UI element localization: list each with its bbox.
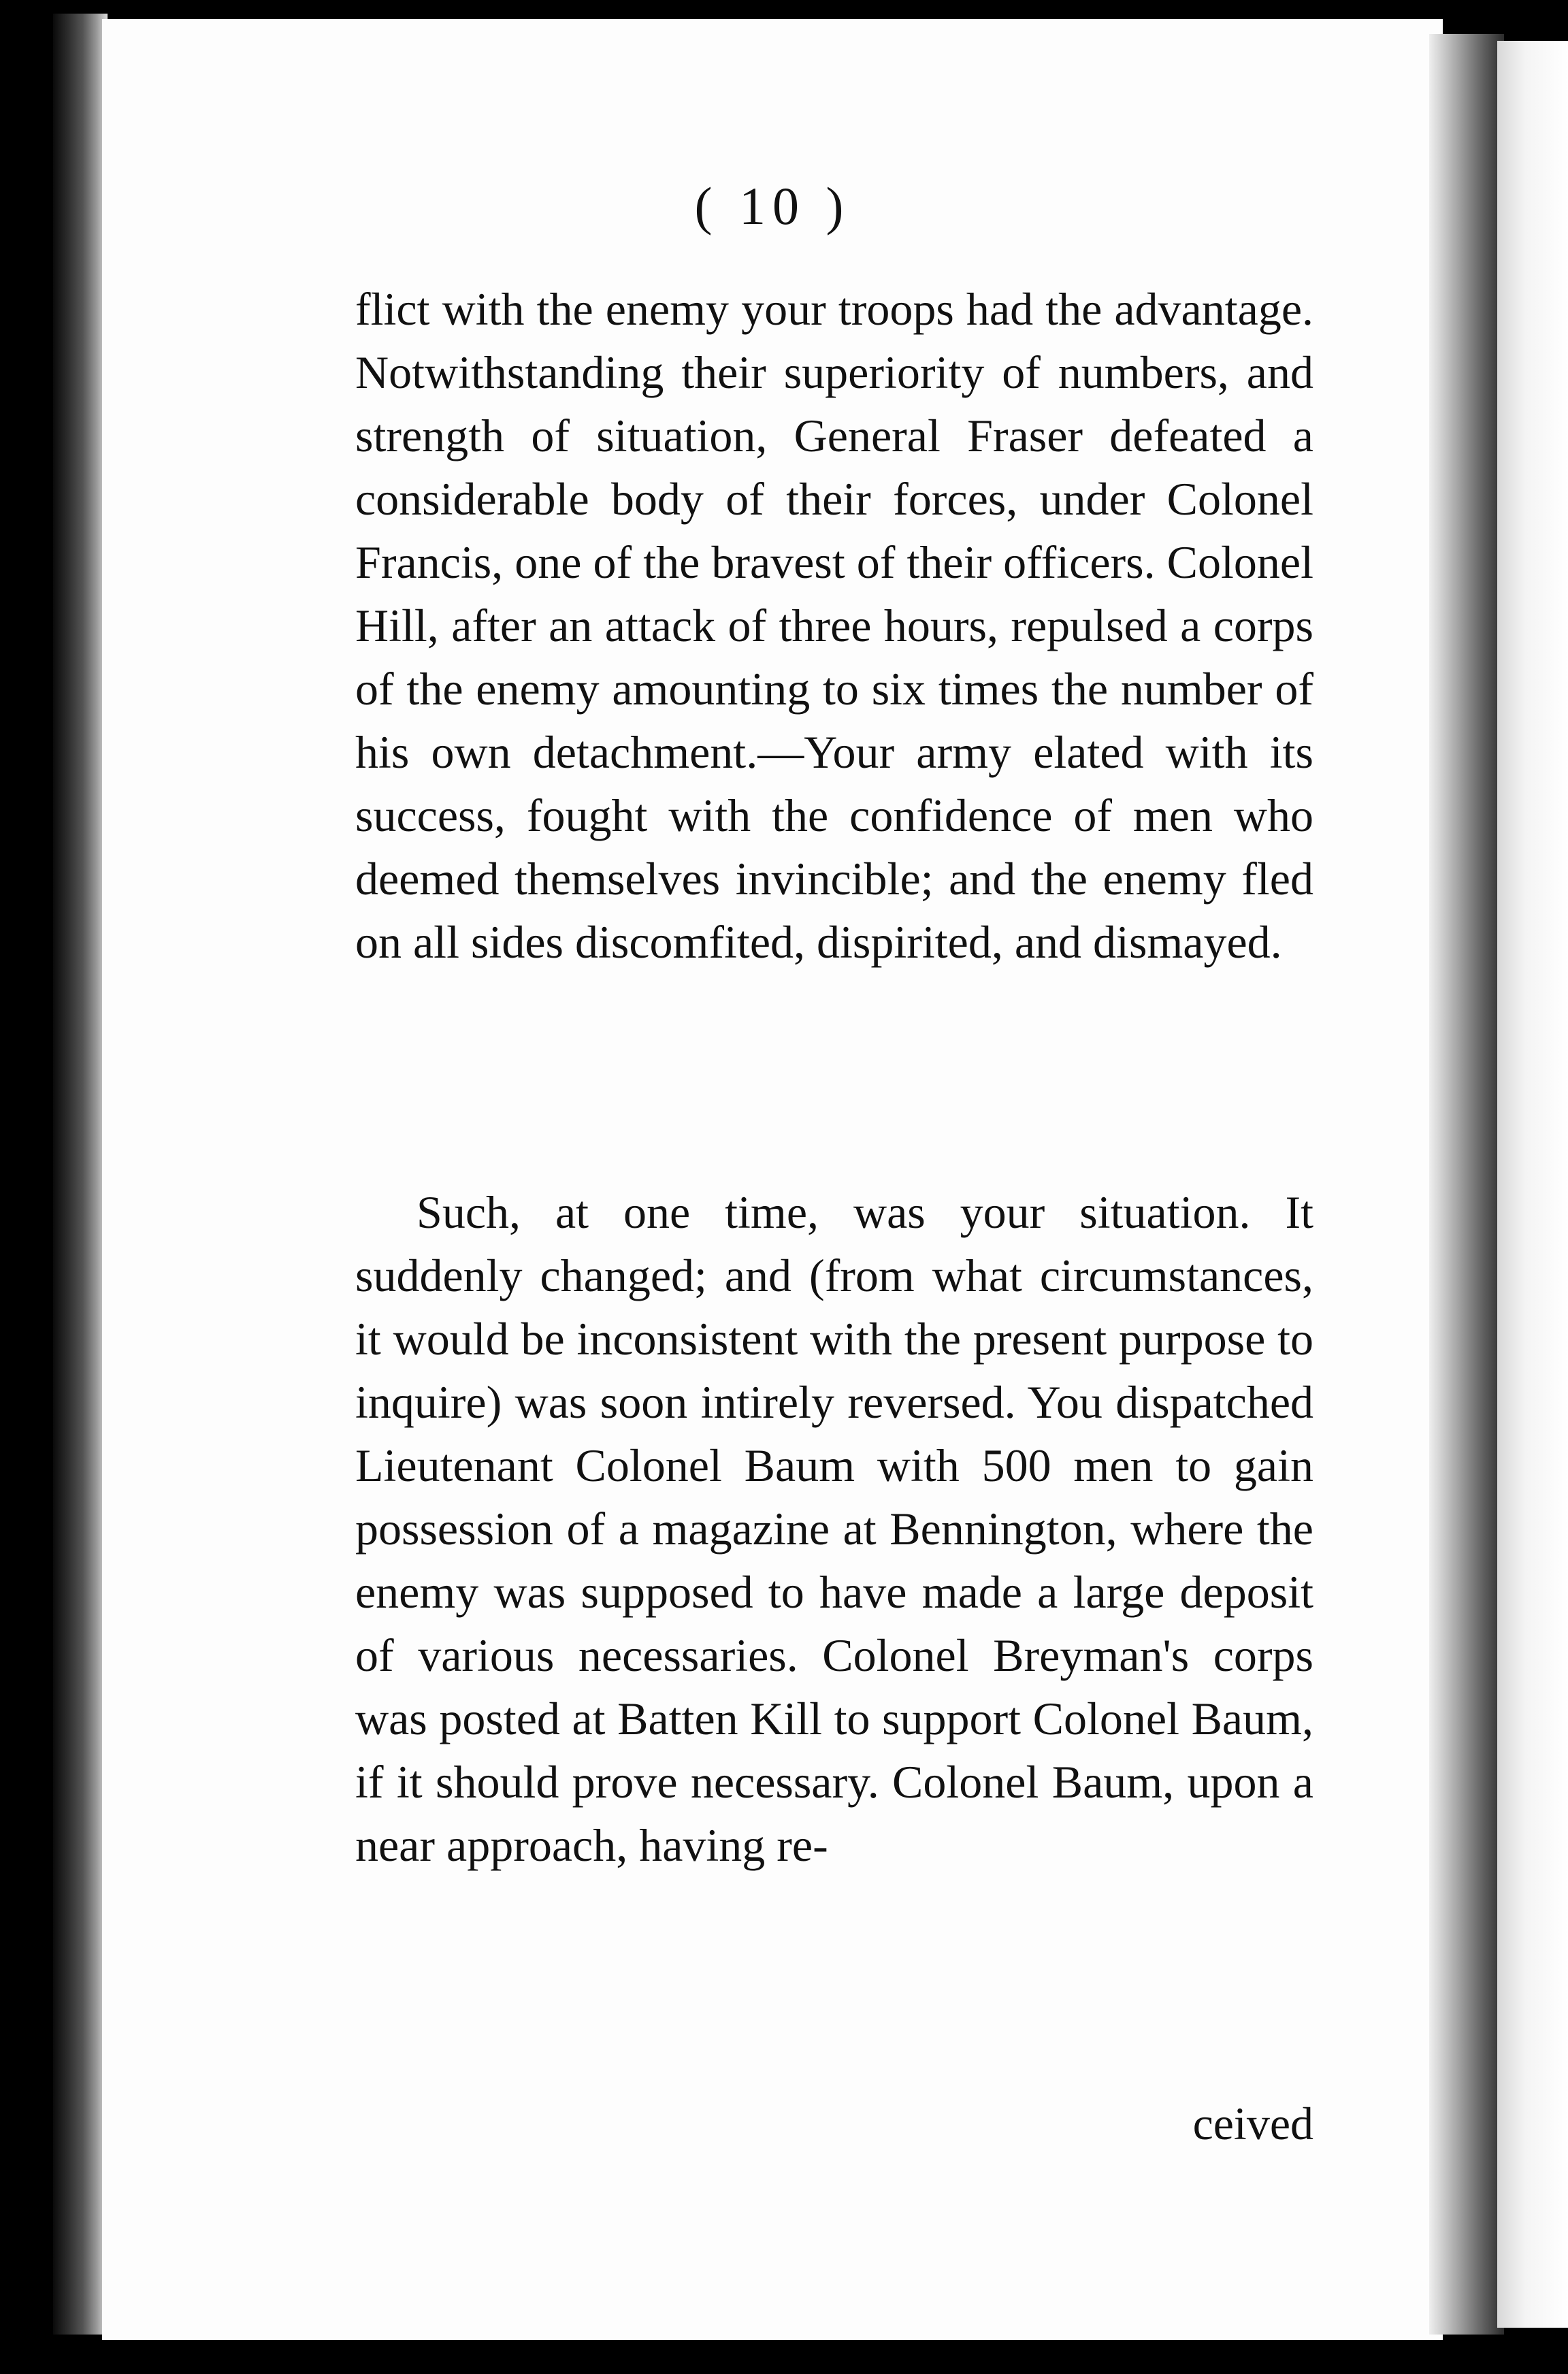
paragraph-text: flict with the enemy your troops had the advantage. Notwithstanding their superiority of numbers, and strength of situation, General Fraser defeated a considerable body of their forces, under Colonel Francis, one of the bravest of their officers. Colonel Hill, after an attack of three hours, repulsed a corps of the enemy amounting to six times the number of his own detachment.—Your army elated with its success, fought with the confidence of men who deemed themselves invincible; and the enemy fled on all sides discomfited, dispirited, and dismayed. — [355, 283, 1313, 968]
left-page-edge — [53, 14, 108, 2335]
page-number: ( 10 ) — [694, 176, 851, 235]
binding-gutter-shadow — [1429, 34, 1504, 2335]
body-paragraph-2 — [355, 1181, 1313, 1877]
paragraph-text: Such, at one time, was your situation. It suddenly changed; and (from what circumstances, it would be inconsistent with the present purpose to inquire) was soon intirely reversed. You dispatched Lieutenant Colonel Baum with 500 men to gain possession of a magazine at Bennington, where the enemy was supposed to have made a large deposit of various necessaries. Colonel Breyman's corps was posted at Batten Kill to support Colonel Baum, if it should prove necessary. Colonel Baum, upon a near approach, having re- — [355, 1186, 1313, 1871]
body-paragraph-1 — [355, 278, 1313, 974]
catchword: ceived — [1192, 2098, 1313, 2149]
facing-page-edge — [1497, 41, 1568, 2328]
